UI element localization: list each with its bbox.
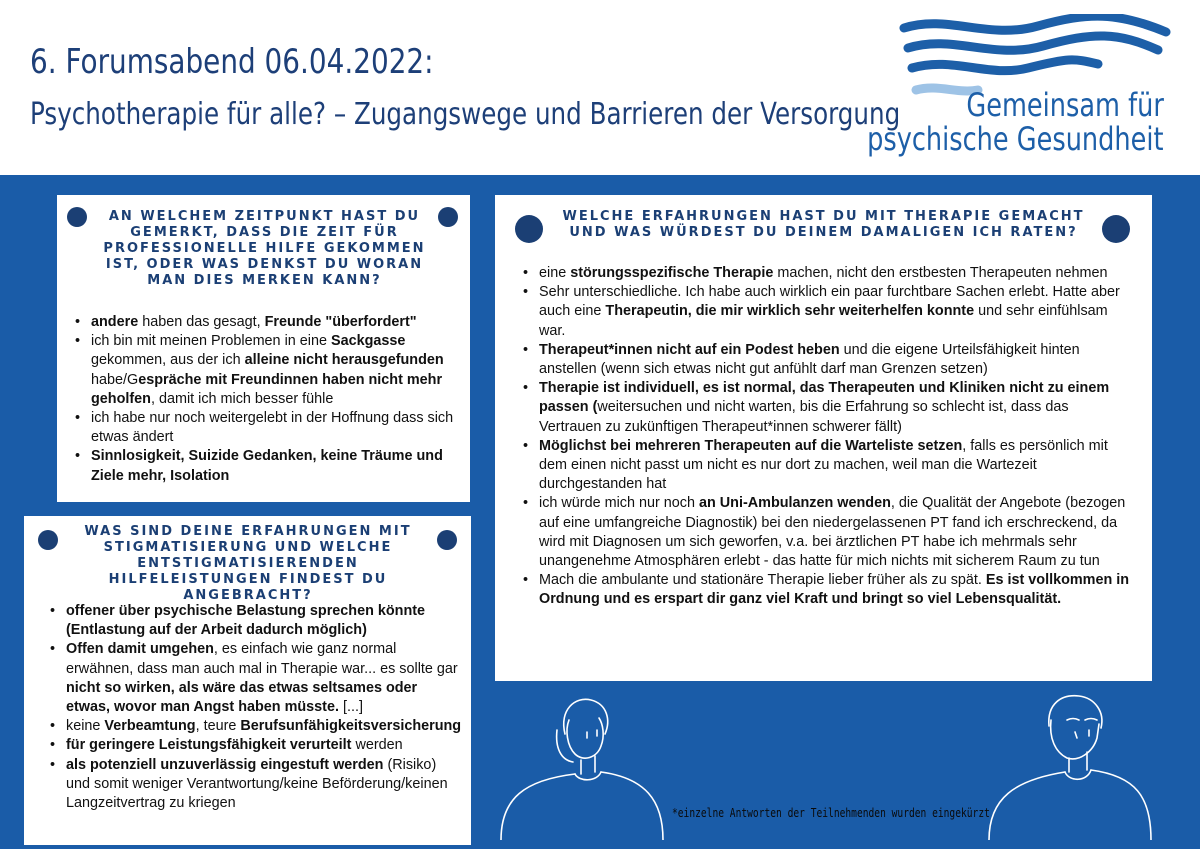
logo — [867, 14, 1178, 164]
bold-text: alleine nicht herausgefunden — [244, 352, 444, 369]
text: ich bin mit meinen Problemen in eine — [91, 333, 331, 350]
bold-text: Offen damit umgehen — [66, 641, 214, 658]
list-item — [519, 264, 1131, 283]
list-item — [519, 494, 1131, 571]
list-item — [519, 571, 1131, 609]
bold-text: nicht so wirken, als wäre das etwas seltsames oder etwas, wovor man Angst haben müsste. — [66, 679, 418, 716]
list-item — [71, 313, 463, 332]
list-item — [46, 640, 464, 717]
text: habe/G — [91, 371, 139, 388]
panel-heading: AN WELCHEM ZEITPUNKT HAST DU GEMERKT, DASS DIE ZEIT FÜR PROFESSIONELLE HILFE GEKOMMEN IST, ODER WAS DENKST DU WORAN MAN DIES MERKEN KANN? — [103, 209, 426, 288]
page-title: 6. Forumsabend 06.04.2022: — [30, 42, 434, 82]
text: ich habe nur noch weitergelebt in der Hoffnung dass sich etwas ändert — [91, 410, 454, 446]
bold-text: Verbeamtung — [104, 718, 196, 735]
panel-heading: WAS SIND DEINE ERFAHRUNGEN MIT STIGMATISIERUNG UND WELCHE ENTSTIGMATISIERENDEN HILFELEISTUNGEN FINDEST DU ANGEBRACHT? — [84, 524, 412, 603]
panel-heading: WELCHE ERFAHRUNGEN HAST DU MIT THERAPIE GEMACHT UND WAS WÜRDEST DU DEINEM DAMALIGEN ICH RATEN? — [562, 209, 1085, 240]
bold-text: an Uni-Ambulanzen wenden — [698, 495, 891, 512]
list-item — [71, 409, 463, 447]
bold-text: Sackgasse — [330, 333, 406, 350]
bold-text: Sinnlosigkeit, Suizide Gedanken, keine Träume und Ziele mehr, Isolation — [91, 448, 443, 484]
bold-text: espräche mit Freundinnen haben nicht mehr geholfen — [91, 371, 443, 407]
text: Sehr unterschiedliche. Ich habe auch wirklich ein paar furchtbare Sachen erlebt. Hatte aber auch eine — [539, 284, 1120, 320]
bold-text: andere — [91, 314, 139, 330]
bold-text: für geringere Leistungsfähigkeit verurteilt — [66, 737, 352, 754]
text: machen, nicht den erstbesten Therapeuten nehmen — [773, 265, 1108, 281]
text: weitersuchen und nicht warten, bis die Erfahrung so schlecht ist, dass das Vertrauen zu zukünftigen Therapeut*innen schwerer fällt) — [539, 399, 1069, 435]
text: , teure — [195, 718, 241, 735]
bold-text: Es ist vollkommen in Ordnung und es erspart dir ganz viel Kraft und bringt so viel Lebensqualität. — [539, 572, 1130, 608]
text: keine — [66, 718, 105, 735]
bold-text: Berufsunfähigkeitsversicherung — [240, 718, 462, 735]
answer-list — [71, 313, 463, 486]
list-item — [71, 447, 463, 485]
logo-text-line2: psychische Gesundheit — [867, 120, 1164, 158]
list-item — [519, 379, 1131, 437]
list-item — [46, 717, 464, 736]
bold-text: Freunde "überfordert" — [264, 314, 417, 330]
bullet-dot-icon — [515, 215, 543, 243]
text: , falls es persönlich mit dem einen nicht passt um nicht es nur dort zu machen, weil man die Wartezeit durchgestanden hat — [539, 437, 1108, 493]
text: und die eigene Urteilsfähigkeit hinten anstellen (wenn sich etwas nicht gut anfühlt darf man Grenzen setzen) — [539, 341, 1080, 378]
bold-text: störungsspezifische Therapie — [570, 265, 774, 281]
text: , die Qualität der Angebote (bezogen auf eine umfangreiche Diagnostik) bei den niedergelassenen PT fand ich erschreckend, da wird mit Diagnosen um sich geworfen, v.a. bei ärztlichen PT habe ich mehrmals sehr unangenehme Atmosphären erlebt - das hatte für mich nichts mit sicherem Raum zu tun — [539, 495, 1126, 570]
answer-list — [46, 602, 464, 813]
text: [...] — [338, 699, 363, 716]
bold-text: Therapie ist individuell, es ist normal, das Therapeuten und Kliniken nicht zu einem passen ( — [539, 380, 1110, 416]
text: haben das gesagt, — [138, 314, 265, 330]
list-item — [519, 341, 1131, 379]
text: , es einfach wie ganz normal erwähnen, dass man auch mal in Therapie war... es sollte gar — [66, 641, 458, 677]
list-item — [46, 756, 464, 814]
header — [0, 0, 1200, 175]
text: gekommen, aus der ich — [91, 352, 245, 369]
logo-text-line1: Gemeinsam für — [966, 86, 1164, 124]
bold-text: Therapeutin, die mir wirklich sehr weiterhelfen konnte — [605, 303, 975, 320]
text: (Risiko) und somit weniger Verantwortung/keine Beförderung/keinen Langzeitvertrag zu kriegen — [66, 756, 448, 812]
list-item — [519, 437, 1131, 495]
list-item — [519, 283, 1131, 341]
bold-text: Möglichst bei mehreren Therapeuten auf die Warteliste setzen — [539, 437, 963, 454]
list-item — [46, 602, 464, 640]
question-panel-stigma — [24, 516, 471, 845]
text: ich würde mich nur noch — [539, 495, 699, 512]
page-subtitle: Psychotherapie für alle? – Zugangswege und Barrieren der Versorgung — [30, 97, 901, 132]
text: Mach die ambulante und stationäre Therapie lieber früher als zu spät. — [539, 572, 986, 589]
question-panel-therapy — [495, 195, 1152, 681]
bullet-dot-icon — [437, 530, 457, 550]
bold-text: als potenziell unzuverlässig eingestuft werden — [66, 756, 384, 773]
text: werden — [351, 737, 403, 754]
list-item — [71, 332, 463, 409]
list-item — [46, 736, 464, 755]
text: und sehr einfühlsam war. — [539, 303, 1108, 339]
bullet-dot-icon — [438, 207, 458, 227]
bold-text: Therapeut*innen nicht auf ein Podest heben — [539, 341, 840, 358]
question-panel-timing — [57, 195, 470, 502]
text: eine — [539, 265, 571, 281]
bullet-dot-icon — [1102, 215, 1130, 243]
text: , damit ich mich besser fühle — [150, 390, 334, 407]
bullet-dot-icon — [38, 530, 58, 550]
answer-list — [519, 264, 1131, 610]
bullet-dot-icon — [67, 207, 87, 227]
footnote: *einzelne Antworten der Teilnehmenden wurden eingekürzt — [672, 806, 990, 820]
bold-text: offener über psychische Belastung sprechen könnte (Entlastung auf der Arbeit dadurch möglich) — [66, 603, 426, 639]
